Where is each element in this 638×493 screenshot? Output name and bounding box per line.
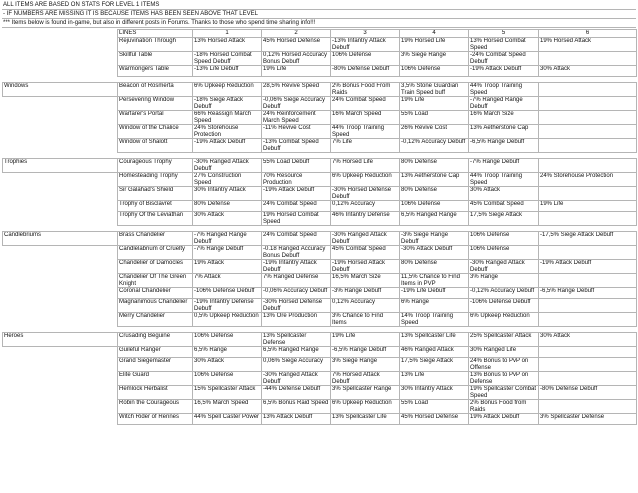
stat-cell: 70% Resource Production: [262, 173, 331, 187]
stat-cell: 25% Spellcaster Attack: [469, 333, 539, 347]
stat-cell: -80% Defense Debuff: [331, 66, 400, 77]
stat-cell: 19% Attack Debuff: [469, 414, 539, 425]
stat-cell: 16,5% March Size: [331, 274, 400, 288]
table-row: [3, 333, 637, 347]
stat-cell: -30% Ranged Attack Debuff: [469, 260, 539, 274]
table-row: [3, 38, 637, 52]
item-name: Homesteading Trophy: [118, 173, 193, 187]
stat-cell: -0,12% Accuracy Debuff: [469, 288, 539, 299]
stat-cell: 30% Attack: [539, 333, 637, 347]
item-name: Guileful Ranger: [118, 347, 193, 358]
stat-cell: [539, 111, 637, 125]
stat-cell: -13% Combat Speed Debuff: [262, 139, 331, 153]
header-col-3: 3: [331, 30, 400, 38]
category-empty: [3, 111, 118, 125]
item-name: Witch Rider of Rennes: [118, 414, 193, 425]
item-name: Sir Galahad's Shield: [118, 187, 193, 201]
items-table: [2, 29, 637, 425]
stat-cell: 6,5% Ranged Range: [400, 212, 469, 226]
stat-cell: 30% Ranged Life: [469, 347, 539, 358]
stat-cell: 13% Spellcaster Defense: [262, 333, 331, 347]
stat-cell: 44% Spell Caster Power: [193, 414, 262, 425]
stat-cell: 16% March Size: [469, 111, 539, 125]
stat-cell: 6% Upkeep Reduction: [331, 173, 400, 187]
stat-cell: 80% Defense: [193, 201, 262, 212]
stat-cell: -13% Life Debuff: [193, 66, 262, 77]
stat-cell: 6,5% Bonus Raid Speed: [262, 400, 331, 414]
item-name: Persevering Window: [118, 97, 193, 111]
stat-cell: 30% Attack: [469, 187, 539, 201]
table-row: [3, 173, 637, 187]
stat-cell: -7% Ranged Range Debuff: [469, 97, 539, 111]
stat-cell: [539, 358, 637, 372]
stat-cell: [539, 187, 637, 201]
item-name: Window of the Chalice: [118, 125, 193, 139]
stat-cell: 19% Spellcaster Combat Speed: [469, 386, 539, 400]
category-empty: [3, 246, 118, 260]
category-empty: [3, 201, 118, 212]
stat-cell: 13% Horsed Attack: [193, 38, 262, 52]
category-empty: [3, 400, 118, 414]
stat-cell: [539, 83, 637, 97]
header-col-5: 5: [469, 30, 539, 38]
stat-cell: 106% Defense: [469, 232, 539, 246]
stat-cell: -17,5% Siege Attack Debuff: [539, 232, 637, 246]
stat-cell: [539, 347, 637, 358]
stat-cell: 13% Spellcaster Life: [331, 414, 400, 425]
stat-cell: -0.18 Ranged Accuracy Bonus Debuff: [262, 246, 331, 260]
stat-cell: 30% Infantry Attack: [193, 187, 262, 201]
category-empty: [3, 66, 118, 77]
stat-cell: 2% Bonus Food From Raids: [331, 83, 400, 97]
table-row: [3, 313, 637, 327]
stat-cell: 13% Spellcaster Life: [400, 333, 469, 347]
stat-cell: -19% Life Debuff: [400, 288, 469, 299]
stat-cell: -30% Horsed Defense Debuff: [262, 299, 331, 313]
category-empty: [3, 358, 118, 372]
stat-cell: 7% Horsed Attack Debuff: [331, 372, 400, 386]
table-row: [3, 299, 637, 313]
stat-cell: 55% Load: [400, 400, 469, 414]
category-empty: [3, 187, 118, 201]
stat-cell: 106% Defense: [331, 52, 400, 66]
category-empty: [3, 414, 118, 425]
category-label: Heroes: [3, 333, 118, 347]
stat-cell: -19% Horsed Attack Debuff: [331, 260, 400, 274]
stat-cell: -18% Horsed Combat Speed Debuff: [193, 52, 262, 66]
stat-cell: 106% Defense: [400, 66, 469, 77]
stat-cell: 3% Spellcaster Defense: [539, 414, 637, 425]
stat-cell: [539, 125, 637, 139]
stat-cell: 13% Life: [400, 372, 469, 386]
stat-cell: 24% Storehouse Protection: [193, 125, 262, 139]
stat-cell: 11,5% Chance to Find Items in PVP: [400, 274, 469, 288]
stat-cell: [539, 97, 637, 111]
stat-cell: 24% Storehouse Protection: [539, 173, 637, 187]
table-row: [3, 97, 637, 111]
stat-cell: -106% Defense Debuff: [469, 299, 539, 313]
stat-cell: -13% Infantry Attack Debuff: [331, 38, 400, 52]
header-col-1: 1: [193, 30, 262, 38]
stat-cell: -30% Horsed Defense Debuff: [331, 187, 400, 201]
item-name: Crusading Beguine: [118, 333, 193, 347]
stat-cell: 106% Defense: [193, 372, 262, 386]
stat-cell: 30% Attack: [539, 66, 637, 77]
stat-cell: 66% Reassign March Speed: [193, 111, 262, 125]
stat-cell: 19% Life: [262, 66, 331, 77]
stat-cell: -6,5% Range Debuff: [469, 139, 539, 153]
note-missing-numbers: - IF NUMBERS ARE MISSING IT IS BECAUSE ITEMS HAS BEEN SEEN ABOVE THAT LEVEL: [2, 10, 636, 19]
stat-cell: -19% Attack Debuff: [539, 260, 637, 274]
stat-cell: 19% Attack: [193, 260, 262, 274]
stat-cell: -19% Attack Debuff: [262, 187, 331, 201]
item-name: Brass Chandelier: [118, 232, 193, 246]
stat-cell: 45% Combat Speed: [331, 246, 400, 260]
item-name: Robin the Courageous: [118, 400, 193, 414]
stat-cell: 14% Troop Training Speed: [400, 313, 469, 327]
stat-cell: 46% Infantry Defense: [331, 212, 400, 226]
table-row: [3, 386, 637, 400]
stat-cell: 0,12% Accuracy: [331, 299, 400, 313]
stat-cell: [539, 212, 637, 226]
table-row: [3, 187, 637, 201]
stat-cell: -30% Attack Debuff: [400, 246, 469, 260]
note-forum-credits: *** Items below is found in-game, but also in different posts in Forums. Thanks to those who spend time sharing info!!!: [2, 19, 636, 28]
stat-cell: 0,12% Accuracy: [331, 201, 400, 212]
stat-cell: 19% Life: [331, 333, 400, 347]
stat-cell: 30% Attack: [193, 358, 262, 372]
stat-cell: [539, 274, 637, 288]
category-empty: [3, 313, 118, 327]
stat-cell: 3% Siege Range: [331, 358, 400, 372]
stat-cell: -19% Attack Debuff: [193, 139, 262, 153]
item-name: Trophy of Bisclavret: [118, 201, 193, 212]
stat-cell: [539, 159, 637, 173]
stat-cell: -18% Siege Attack Debuff: [193, 97, 262, 111]
stat-cell: 0,5% Upkeep Reduction: [193, 313, 262, 327]
item-name: Magnanimous Chandelier: [118, 299, 193, 313]
stat-cell: 15% Spellcaster Attack: [193, 386, 262, 400]
stat-cell: -19% Infantry Attack Debuff: [262, 260, 331, 274]
stat-cell: [539, 372, 637, 386]
stat-cell: 30% Attack: [193, 212, 262, 226]
item-name: Candlelabrium of Cruelty: [118, 246, 193, 260]
table-row: [3, 414, 637, 425]
stat-cell: 19% Horsed Combat Speed: [262, 212, 331, 226]
stat-cell: -0,06% Accuracy Debuff: [262, 288, 331, 299]
category-empty: [3, 173, 118, 187]
stat-cell: [539, 139, 637, 153]
category-empty: [3, 97, 118, 111]
table-row: [3, 111, 637, 125]
table-row: [3, 372, 637, 386]
table-row: [3, 274, 637, 288]
stat-cell: 45% Horsed Defense: [400, 414, 469, 425]
category-empty: [3, 212, 118, 226]
category-empty: [3, 38, 118, 52]
category-empty: [3, 372, 118, 386]
stat-cell: -19% Infantry Defense Debuff: [193, 299, 262, 313]
category-label: Windows: [3, 83, 118, 97]
header-col-4: 4: [400, 30, 469, 38]
table-row: [3, 125, 637, 139]
table-row: [3, 201, 637, 212]
category-empty: [3, 386, 118, 400]
table-row: [3, 159, 637, 173]
table-row: [3, 358, 637, 372]
stat-cell: 7% Attack: [193, 274, 262, 288]
stat-cell: -0,12% Accuracy Debuff: [400, 139, 469, 153]
stat-cell: -3% Range Debuff: [331, 288, 400, 299]
stat-cell: 0,12% Horsed Accuracy Bonus Debuff: [262, 52, 331, 66]
stat-cell: 28,5% Revive Speed: [262, 83, 331, 97]
stat-cell: [539, 400, 637, 414]
stat-cell: 16,5% March Speed: [193, 400, 262, 414]
category-label: Trophies: [3, 159, 118, 173]
stat-cell: 2% Bonus Food from Raids: [469, 400, 539, 414]
stat-cell: -44% Defense Debuff: [262, 386, 331, 400]
stat-cell: 3% Spellcaster Range: [331, 386, 400, 400]
stat-cell: 106% Defense: [469, 246, 539, 260]
item-name: Skillful Table: [118, 52, 193, 66]
stat-cell: -7% Range Debuff: [469, 159, 539, 173]
category-empty: [3, 288, 118, 299]
stat-cell: 7% Life: [331, 139, 400, 153]
stat-cell: 24% Combat Speed: [331, 97, 400, 111]
stat-cell: 0,06% Siege Accuracy: [262, 358, 331, 372]
header-col-6: 6: [539, 30, 637, 38]
stat-cell: 24% Reinforcement March Speed: [262, 111, 331, 125]
stat-cell: 6% Range: [400, 299, 469, 313]
stat-cell: 106% Defense: [193, 333, 262, 347]
stat-cell: 19% Life: [400, 97, 469, 111]
table-row: [3, 246, 637, 260]
table-row: [3, 66, 637, 77]
stat-cell: 13% Aetherstone Cap: [400, 173, 469, 187]
stat-cell: [539, 299, 637, 313]
stat-cell: -30% Ranged Attack Debuff: [193, 159, 262, 173]
stat-cell: 16% March Speed: [331, 111, 400, 125]
category-empty: [3, 299, 118, 313]
table-row: [3, 288, 637, 299]
stat-cell: -80% Defense Debuff: [539, 386, 637, 400]
item-name: Window of Shalott: [118, 139, 193, 153]
stat-cell: 7% Ranged Defense: [262, 274, 331, 288]
category-empty: [3, 274, 118, 288]
note-level-1: ALL ITEMS ARE BASED ON STATS FOR LEVEL 1 ITEMS: [2, 1, 636, 10]
stat-cell: [539, 52, 637, 66]
stat-cell: -7% Ranged Range Debuff: [193, 232, 262, 246]
category-empty: [3, 52, 118, 66]
stat-cell: 7% Horsed Life: [331, 159, 400, 173]
stat-cell: 80% Defense: [400, 159, 469, 173]
item-name: Rejuvination Through: [118, 38, 193, 52]
stat-cell: 24% Combat Speed: [262, 201, 331, 212]
stat-cell: 24% Combat Speed: [262, 232, 331, 246]
item-name: Beacon of Rosmerta: [118, 83, 193, 97]
category-empty: [3, 260, 118, 274]
table-row: [3, 139, 637, 153]
item-name: Chandelier of Damocles: [118, 260, 193, 274]
stat-cell: 13% Bonus to PvP on Defense: [469, 372, 539, 386]
item-name: Hemlock Herbalist: [118, 386, 193, 400]
stat-cell: 44% Troop Training Speed: [331, 125, 400, 139]
table-row: [3, 260, 637, 274]
item-name: Coronal Chandelier: [118, 288, 193, 299]
table-row: [3, 400, 637, 414]
item-name: Grand Siegemaster: [118, 358, 193, 372]
stat-cell: 30% Infantry Attack: [400, 386, 469, 400]
stat-cell: 44% Troop Training Speed: [469, 83, 539, 97]
stat-cell: 6% Upkeep Reduction: [469, 313, 539, 327]
stat-cell: -0,06% Siege Accuracy Debuff: [262, 97, 331, 111]
item-name: Merry Chandelier: [118, 313, 193, 327]
stat-cell: 13% Ore Production: [262, 313, 331, 327]
stat-cell: 19% Horsed Life: [400, 38, 469, 52]
stat-cell: 3% Siege Range: [400, 52, 469, 66]
stat-cell: -19% Attack Debuff: [469, 66, 539, 77]
stat-cell: 44% Troop Training Speed: [469, 173, 539, 187]
stat-cell: 45% Combat Speed: [469, 201, 539, 212]
stat-cell: -3% Siege Range Debuff: [400, 232, 469, 246]
stat-cell: 26% Revive Cost: [400, 125, 469, 139]
item-name: Chandelier Of The Green Knight: [118, 274, 193, 288]
stat-cell: -30% Ranged Attack Debuff: [331, 232, 400, 246]
stat-cell: 80% Defense: [400, 260, 469, 274]
stat-cell: -6,5% Range Debuff: [331, 347, 400, 358]
stat-cell: 45% Horsed Defense: [262, 38, 331, 52]
category-empty: [3, 125, 118, 139]
stat-cell: 6% Upkeep Reduction: [331, 400, 400, 414]
stat-cell: -106% Defense Debuff: [193, 288, 262, 299]
stat-cell: 80% Defense: [400, 187, 469, 201]
table-row: [3, 232, 637, 246]
stat-cell: 55% Load Debuff: [262, 159, 331, 173]
stat-cell: 24% Bonus to PvP on Offense: [469, 358, 539, 372]
stat-cell: [539, 246, 637, 260]
category-empty: [3, 347, 118, 358]
header-row: [3, 30, 637, 38]
stat-cell: [539, 313, 637, 327]
table-row: [3, 52, 637, 66]
stat-cell: -7% Range Debuff: [193, 246, 262, 260]
header-col-2: 2: [262, 30, 331, 38]
stat-cell: 46% Ranged Attack: [400, 347, 469, 358]
stat-cell: 13% Horsed Combat Speed: [469, 38, 539, 52]
category-empty: [3, 139, 118, 153]
item-name: Courageous Trophy: [118, 159, 193, 173]
table-row: [3, 212, 637, 226]
stat-cell: 6,5% Range: [193, 347, 262, 358]
stat-cell: 17,5% Siege Attack: [469, 212, 539, 226]
stat-cell: -6,5% Range Debuff: [539, 288, 637, 299]
stat-cell: 106% Defense: [400, 201, 469, 212]
stat-cell: 19% Life: [539, 201, 637, 212]
category-label: Candlebriums: [3, 232, 118, 246]
header-spacer: [3, 30, 118, 38]
header-lines: LINES: [118, 30, 193, 38]
stat-cell: 3% Range: [469, 274, 539, 288]
stat-cell: -11% Revive Cost: [262, 125, 331, 139]
stat-cell: 55% Load: [400, 111, 469, 125]
stat-cell: -30% Ranged Attack Debuff: [262, 372, 331, 386]
item-name: Trophy Of the Leviathan: [118, 212, 193, 226]
stat-cell: 6,5% Ranged Range: [262, 347, 331, 358]
stat-cell: 27% Construction Speed: [193, 173, 262, 187]
item-name: Warfarer's Portal: [118, 111, 193, 125]
stat-cell: 13% Attack Debuff: [262, 414, 331, 425]
item-name: Warmongers Table: [118, 66, 193, 77]
table-row: [3, 83, 637, 97]
item-name: Elite Guard: [118, 372, 193, 386]
stat-cell: 3% Chance to Find Items: [331, 313, 400, 327]
stat-cell: 13% Aetherstone Cap: [469, 125, 539, 139]
stat-cell: 17,5% Siege Attack: [400, 358, 469, 372]
stat-cell: 3,5% Stone Guardian Train Speed buff: [400, 83, 469, 97]
stat-cell: 19% Horsed Attack: [539, 38, 637, 52]
table-row: [3, 347, 637, 358]
stat-cell: -24% Combat Speed Debuff: [469, 52, 539, 66]
stat-cell: 6% Upkeep Reduction: [193, 83, 262, 97]
